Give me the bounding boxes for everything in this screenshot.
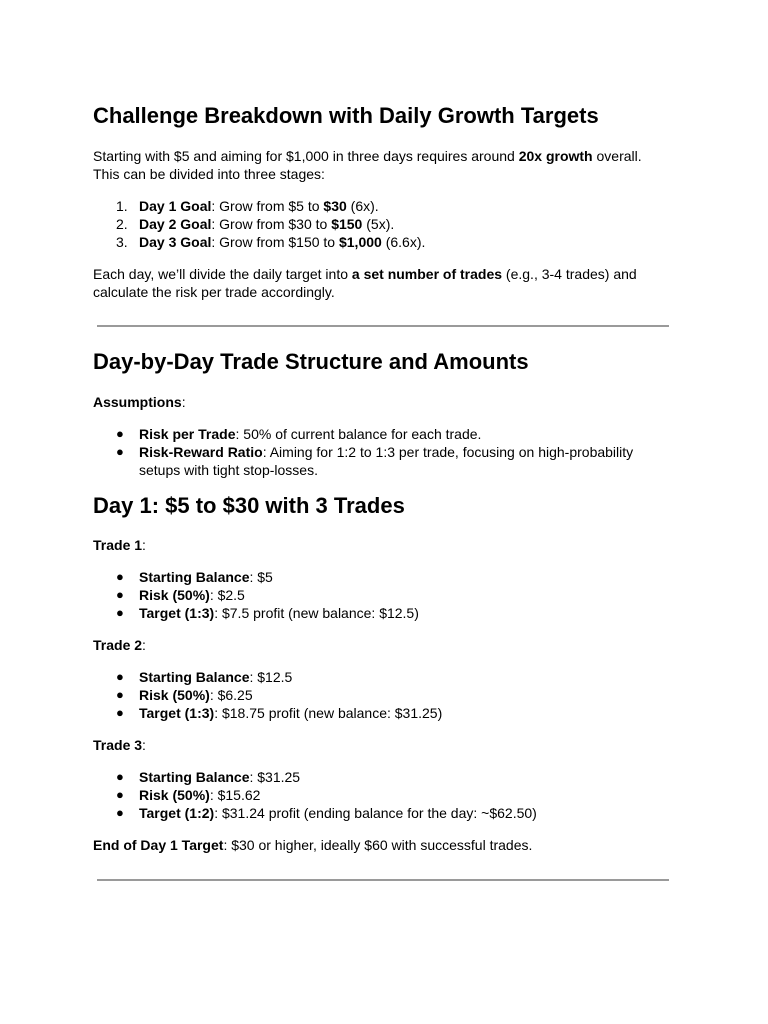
row-value: : $15.62 — [209, 787, 261, 803]
row-label: Target (1:3) — [139, 605, 215, 621]
list-number: 1. — [116, 198, 128, 214]
list-item — [93, 233, 673, 251]
bullet-icon: ● — [116, 587, 124, 602]
stage-target: $1,000 — [338, 234, 382, 250]
intro-text: Starting with $5 and aiming for $1,000 in three days requires around — [93, 148, 519, 164]
trade-label — [93, 536, 146, 554]
assumptions-bold: Assumptions — [93, 394, 182, 410]
end-of-day-target — [93, 836, 532, 854]
trade-label-bold: Trade 2 — [93, 637, 143, 653]
row-label: Target (1:2) — [139, 805, 215, 821]
assumptions-list — [93, 425, 673, 479]
row-value: : $12.5 — [249, 669, 293, 685]
trade-label — [93, 636, 146, 654]
stages-list — [93, 197, 673, 251]
bullet-icon: ● — [116, 444, 124, 459]
colon: : — [142, 737, 146, 753]
horizontal-divider — [97, 325, 669, 327]
stage-multiplier: (6.6x). — [381, 234, 426, 250]
end-label: End of Day 1 Target — [93, 837, 224, 853]
bullet-icon: ● — [116, 605, 124, 620]
section-heading-challenge-breakdown: Challenge Breakdown with Daily Growth Targets — [93, 103, 599, 128]
stage-multiplier: (5x). — [362, 216, 395, 232]
list-item — [93, 768, 673, 786]
stage-label: Day 2 Goal — [139, 216, 212, 232]
list-item — [93, 568, 673, 586]
list-item — [93, 704, 673, 722]
end-text: : $30 or higher, ideally $60 with successful trades. — [223, 837, 533, 853]
list-number: 3. — [116, 234, 128, 250]
row-value: : $7.5 profit (new balance: $12.5) — [214, 605, 419, 621]
horizontal-divider — [97, 879, 669, 881]
intro-line-2: This can be divided into three stages: — [93, 166, 325, 182]
stage-target: $150 — [331, 216, 363, 232]
list-item — [93, 197, 673, 215]
trade-label-bold: Trade 3 — [93, 737, 143, 753]
trade-details-list — [93, 568, 673, 622]
assumptions-label — [93, 393, 186, 411]
trade-label-bold: Trade 1 — [93, 537, 143, 553]
list-item — [93, 425, 673, 443]
stage-label: Day 3 Goal — [139, 234, 212, 250]
outro-paragraph — [93, 265, 637, 301]
colon: : — [142, 637, 146, 653]
bullet-icon: ● — [116, 805, 124, 820]
item-label: Risk per Trade — [139, 426, 236, 442]
item-text: : Aiming for 1:2 to 1:3 per trade, focusing on high-probability — [262, 444, 634, 460]
bullet-icon: ● — [116, 705, 124, 720]
list-item — [93, 686, 673, 704]
trade-details-list — [93, 768, 673, 822]
stage-label: Day 1 Goal — [139, 198, 212, 214]
item-text-cont: setups with tight stop-losses. — [139, 462, 318, 478]
outro-line-2: calculate the risk per trade accordingly. — [93, 284, 335, 300]
intro-bold: 20x growth — [518, 148, 593, 164]
row-value: : $6.25 — [209, 687, 253, 703]
colon: : — [142, 537, 146, 553]
row-label: Risk (50%) — [139, 687, 210, 703]
section-heading-trade-structure: Day-by-Day Trade Structure and Amounts — [93, 349, 529, 374]
row-value: : $2.5 — [209, 587, 245, 603]
row-label: Starting Balance — [139, 769, 250, 785]
bullet-icon: ● — [116, 787, 124, 802]
bullet-icon: ● — [116, 569, 124, 584]
row-label: Target (1:3) — [139, 705, 215, 721]
list-item — [93, 804, 673, 822]
colon: : — [181, 394, 186, 410]
stage-text: : Grow from $150 to — [211, 234, 339, 250]
stage-text: : Grow from $30 to — [211, 216, 332, 232]
intro-text-end: overall. — [592, 148, 642, 164]
item-text: : 50% of current balance for each trade. — [235, 426, 482, 442]
list-item — [93, 786, 673, 804]
trade-label — [93, 736, 146, 754]
list-item — [93, 668, 673, 686]
stage-multiplier: (6x). — [346, 198, 379, 214]
row-value: : $31.24 profit (ending balance for the day: ~$62.50) — [214, 805, 537, 821]
row-label: Risk (50%) — [139, 787, 210, 803]
outro-bold: a set number of trades — [351, 266, 503, 282]
intro-paragraph — [93, 147, 642, 183]
bullet-icon: ● — [116, 669, 124, 684]
outro-text: Each day, we’ll divide the daily target into — [93, 266, 352, 282]
outro-text-end: (e.g., 3-4 trades) and — [502, 266, 637, 282]
list-number: 2. — [116, 216, 128, 232]
row-label: Risk (50%) — [139, 587, 210, 603]
row-label: Starting Balance — [139, 669, 250, 685]
section-heading-day-1: Day 1: $5 to $30 with 3 Trades — [93, 493, 405, 518]
row-label: Starting Balance — [139, 569, 250, 585]
stage-target: $30 — [323, 198, 347, 214]
row-value: : $18.75 profit (new balance: $31.25) — [214, 705, 443, 721]
bullet-icon: ● — [116, 769, 124, 784]
item-label: Risk-Reward Ratio — [139, 444, 263, 460]
list-item — [93, 215, 673, 233]
bullet-icon: ● — [116, 426, 124, 441]
list-item — [93, 604, 673, 622]
stage-text: : Grow from $5 to — [211, 198, 324, 214]
bullet-icon: ● — [116, 687, 124, 702]
trade-details-list — [93, 668, 673, 722]
row-value: : $5 — [249, 569, 273, 585]
row-value: : $31.25 — [249, 769, 301, 785]
list-item — [93, 586, 673, 604]
list-item — [93, 443, 673, 479]
